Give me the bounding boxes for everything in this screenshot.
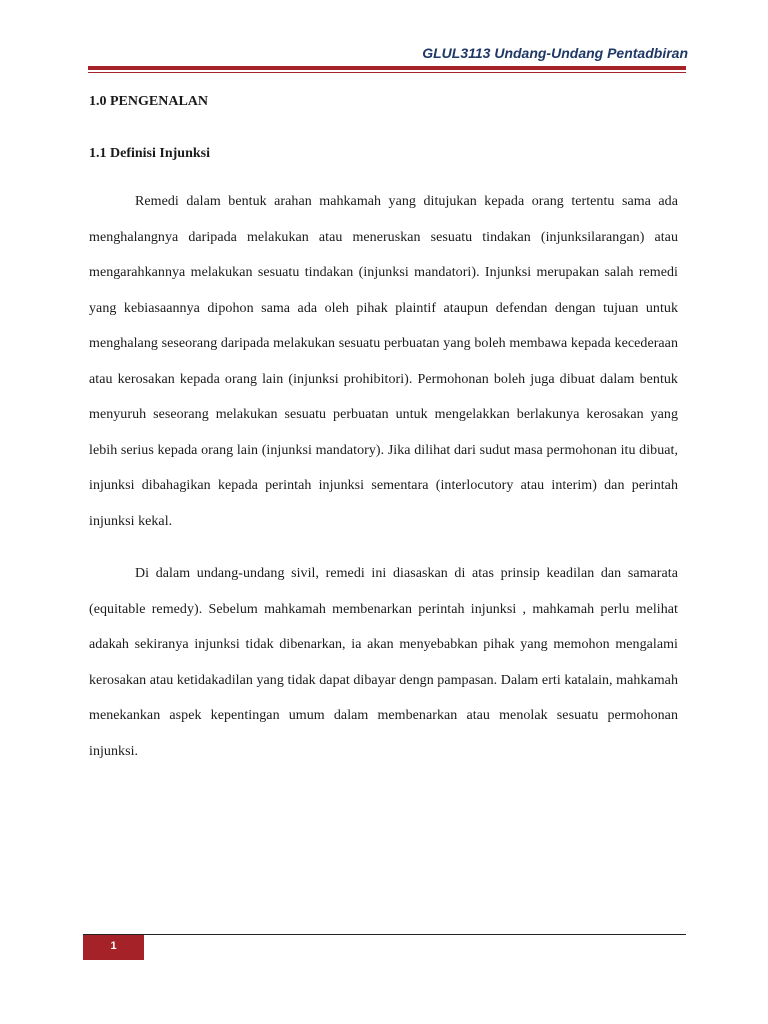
document-header-title: GLUL3113 Undang-Undang Pentadbiran — [422, 45, 688, 61]
footer-divider — [83, 934, 686, 935]
document-body — [89, 92, 678, 769]
header-divider-thin — [88, 72, 686, 73]
paragraph-definition: Remedi dalam bentuk arahan mahkamah yang ditujukan kepada orang tertentu sama ada menghalangnya daripada melakukan atau meneruskan sesuatu tindakan (injunksilarangan) atau mengarahkannya melakukan sesuatu tindakan (injunksi mandatori). Injunksi merupakan salah remedi yang kebiasaannya dipohon sama ada oleh pihak plaintif ataupun defendan dengan tujuan untuk menghalang seseorang daripada melakukan sesuatu perbuatan yang boleh membawa kepada kecederaan atau kerosakan kepada orang lain (injunksi prohibitori). Permohonan boleh juga dibuat dalam bentuk menyuruh seseorang melakukan sesuatu perbuatan untuk mengelakkan berlakunya kerosakan yang lebih serius kepada orang lain (injunksi mandatory). Jika dilihat dari sudut masa permohonan itu dibuat, injunksi dibahagikan kepada perintah injunksi sementara (interlocutory atau interim) dan perintah injunksi kekal. — [89, 194, 678, 529]
sub-heading: 1.1 Definisi Injunksi — [89, 146, 210, 161]
section-heading: 1.0 PENGENALAN — [89, 94, 209, 109]
header-divider-thick — [88, 66, 686, 70]
page-number: 1 — [83, 935, 144, 960]
paragraph-civil-law: Di dalam undang-undang sivil, remedi ini diasaskan di atas prinsip keadilan dan samarata (equitable remedy). Sebelum mahkamah membenarkan perintah injunksi , mahkamah perlu melihat adakah sekiranya injunksi tidak dibenarkan, ia akan menyebabkan pihak yang memohon mengalami kerosakan atau ketidakadilan yang tidak dapat dibayar dengn pampasan. Dalam erti katalain, mahkamah menekankan aspek kepentingan umum dalam membenarkan atau menolak sesuatu permohonan injunksi. — [89, 566, 678, 759]
